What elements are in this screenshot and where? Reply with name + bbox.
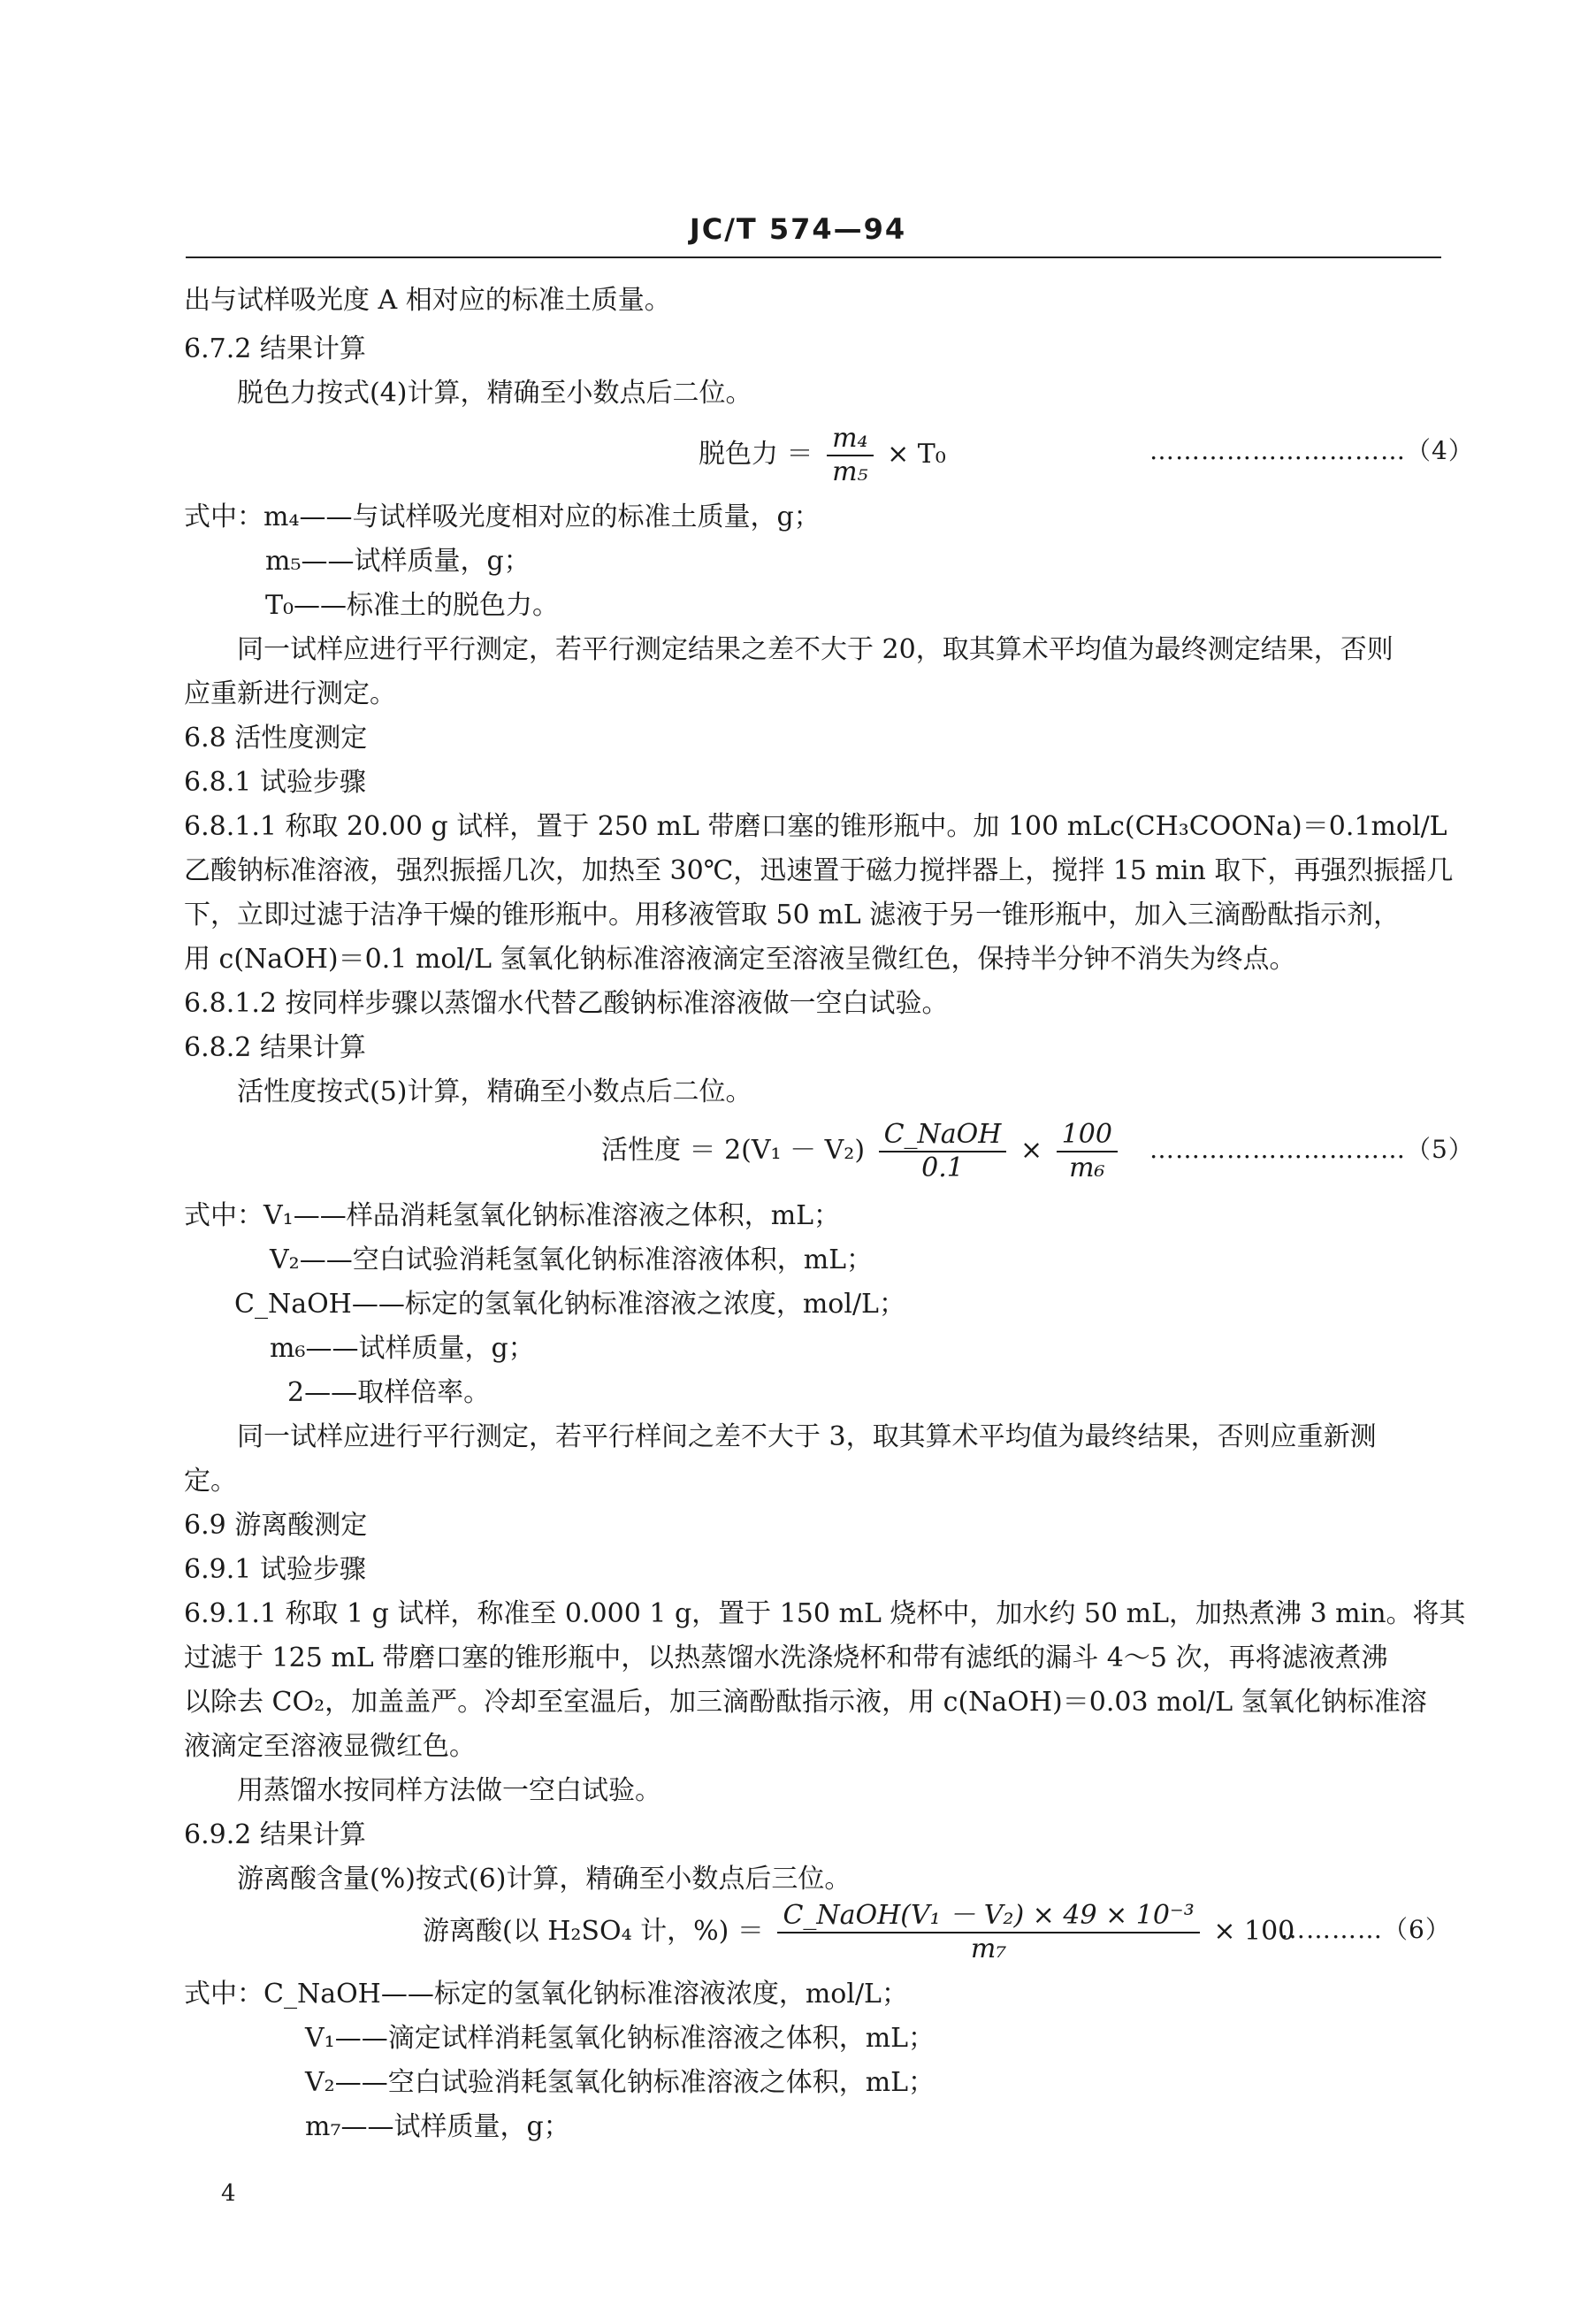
header-rule	[186, 256, 1441, 258]
eq4-lhs: 脱色力 ＝	[699, 439, 813, 470]
section-heading: 6.8.1.2 按同样步骤以蒸馏水代替乙酸钠标准溶液做一空白试验。	[184, 988, 949, 1019]
text-line: T₀——标准土的脱色力。	[265, 590, 560, 621]
eq6-fraction	[777, 1900, 1199, 1965]
text-line: 6.9.1.1 称取 1 g 试样，称准至 0.000 1 g，置于 150 mL 烧杯中，加水约 50 mL，加热煮沸 3 min。将其	[184, 1598, 1466, 1629]
eq6-rest: × 100	[1213, 1916, 1295, 1947]
text-line: m₆——试样质量，g；	[270, 1333, 535, 1364]
text-line: m₇——试样质量，g；	[305, 2111, 570, 2142]
eq5-fraction-2	[1057, 1119, 1118, 1184]
eq5-fraction-1	[879, 1119, 1007, 1184]
section-heading: 6.8 活性度测定	[184, 723, 368, 754]
text-line: 同一试样应进行平行测定，若平行样间之差不大于 3，取其算术平均值为最终结果，否则应重新测	[237, 1421, 1377, 1452]
text-line: m₅——试样质量，g；	[265, 546, 531, 577]
text-line: 活性度按式(5)计算，精确至小数点后二位。	[237, 1076, 752, 1107]
section-heading: 6.7.2 结果计算	[184, 333, 366, 364]
text-line: V₂——空白试验消耗氢氧化钠标准溶液体积，mL；	[270, 1244, 874, 1275]
section-heading: 6.8.1 试验步骤	[184, 767, 366, 798]
text-line: 以除去 CO₂，加盖盖严。冷却至室温后，加三滴酚酞指示液，用 c(NaOH)＝0.03 mol/L 氢氧化钠标准溶	[184, 1687, 1427, 1718]
text-line: 式中：m₄——与试样吸光度相对应的标准土质量，g；	[184, 502, 821, 532]
eq5-lhs: 活性度 ＝ 2(V₁ － V₂)	[601, 1135, 866, 1166]
text-line: V₁——滴定试样消耗氢氧化钠标准溶液之体积，mL；	[305, 2023, 935, 2054]
text-line: 式中：C_NaOH——标定的氢氧化钠标准溶液浓度，mol/L；	[184, 1979, 908, 2010]
text-line: 2——取样倍率。	[287, 1377, 491, 1408]
text-line: 式中：V₁——样品消耗氢氧化钠标准溶液之体积，mL；	[184, 1200, 841, 1231]
eq6-numerator: C_NaOH(V₁ － V₂) × 49 × 10⁻³	[777, 1900, 1199, 1933]
text-line: 乙酸钠标准溶液，强烈振摇几次，加热至 30℃，迅速置于磁力搅拌器上，搅拌 15 min 取下，再强烈振摇几	[184, 855, 1454, 886]
eq5-denominator-1: 0.1	[921, 1152, 964, 1183]
section-heading: 6.9.2 结果计算	[184, 1819, 366, 1850]
section-heading: 6.9 游离酸测定	[184, 1510, 368, 1541]
eq4-denominator: m₅	[832, 456, 868, 487]
section-heading: 6.8.2 结果计算	[184, 1032, 366, 1063]
equation-5	[601, 1119, 1123, 1184]
text-line: 定。	[184, 1466, 237, 1497]
text-line: 6.8.1.1 称取 20.00 g 试样，置于 250 mL 带磨口塞的锥形瓶中。加 100 mLc(CH₃COONa)＝0.1mol/L	[184, 811, 1447, 842]
eq6-lhs: 游离酸(以 H₂SO₄ 计，%) ＝	[423, 1916, 764, 1947]
eq5-numerator-2: 100	[1057, 1119, 1118, 1152]
equation-number-6: …………（6）	[1280, 1915, 1451, 1944]
text-line: 用蒸馏水按同样方法做一空白试验。	[237, 1775, 661, 1806]
text-line: 同一试样应进行平行测定，若平行测定结果之差不大于 20，取其算术平均值为最终测定结果，否则	[237, 634, 1394, 665]
eq5-times: ×	[1019, 1135, 1043, 1166]
text-line: 应重新进行测定。	[184, 678, 396, 709]
text-line: 脱色力按式(4)计算，精确至小数点后二位。	[237, 378, 752, 409]
equation-6	[423, 1900, 1294, 1965]
standard-header: JC/T 574—94	[689, 212, 907, 246]
equation-number-5: …………………………（5）	[1149, 1135, 1474, 1164]
eq6-denominator: m₇	[970, 1933, 1007, 1964]
text-line: 过滤于 125 mL 带磨口塞的锥形瓶中，以热蒸馏水洗涤烧杯和带有滤纸的漏斗 4～5 次，再将滤液煮沸	[184, 1642, 1388, 1673]
text-line: C_NaOH——标定的氢氧化钠标准溶液之浓度，mol/L；	[234, 1289, 905, 1320]
eq4-rest: × T₀	[887, 439, 946, 470]
eq5-numerator-1: C_NaOH	[879, 1119, 1007, 1152]
page-number: 4	[221, 2180, 236, 2207]
text-line: 用 c(NaOH)＝0.1 mol/L 氢氧化钠标准溶液滴定至溶液呈微红色，保持半分钟不消失为终点。	[184, 944, 1296, 975]
text-line: 出与试样吸光度 A 相对应的标准土质量。	[184, 285, 671, 316]
text-line: V₂——空白试验消耗氢氧化钠标准溶液之体积，mL；	[305, 2067, 935, 2098]
section-heading: 6.9.1 试验步骤	[184, 1554, 366, 1585]
equation-number-4: …………………………（4）	[1149, 436, 1474, 465]
eq4-numerator: m₄	[827, 423, 873, 456]
text-line: 游离酸含量(%)按式(6)计算，精确至小数点后三位。	[237, 1864, 851, 1895]
eq5-denominator-2: m₆	[1069, 1152, 1105, 1183]
eq4-fraction	[827, 423, 873, 488]
equation-4	[699, 423, 946, 488]
text-line: 液滴定至溶液显微红色。	[184, 1731, 476, 1762]
text-line: 下，立即过滤于洁净干燥的锥形瓶中。用移液管取 50 mL 滤液于另一锥形瓶中，加入三滴酚酞指示剂，	[184, 900, 1401, 930]
